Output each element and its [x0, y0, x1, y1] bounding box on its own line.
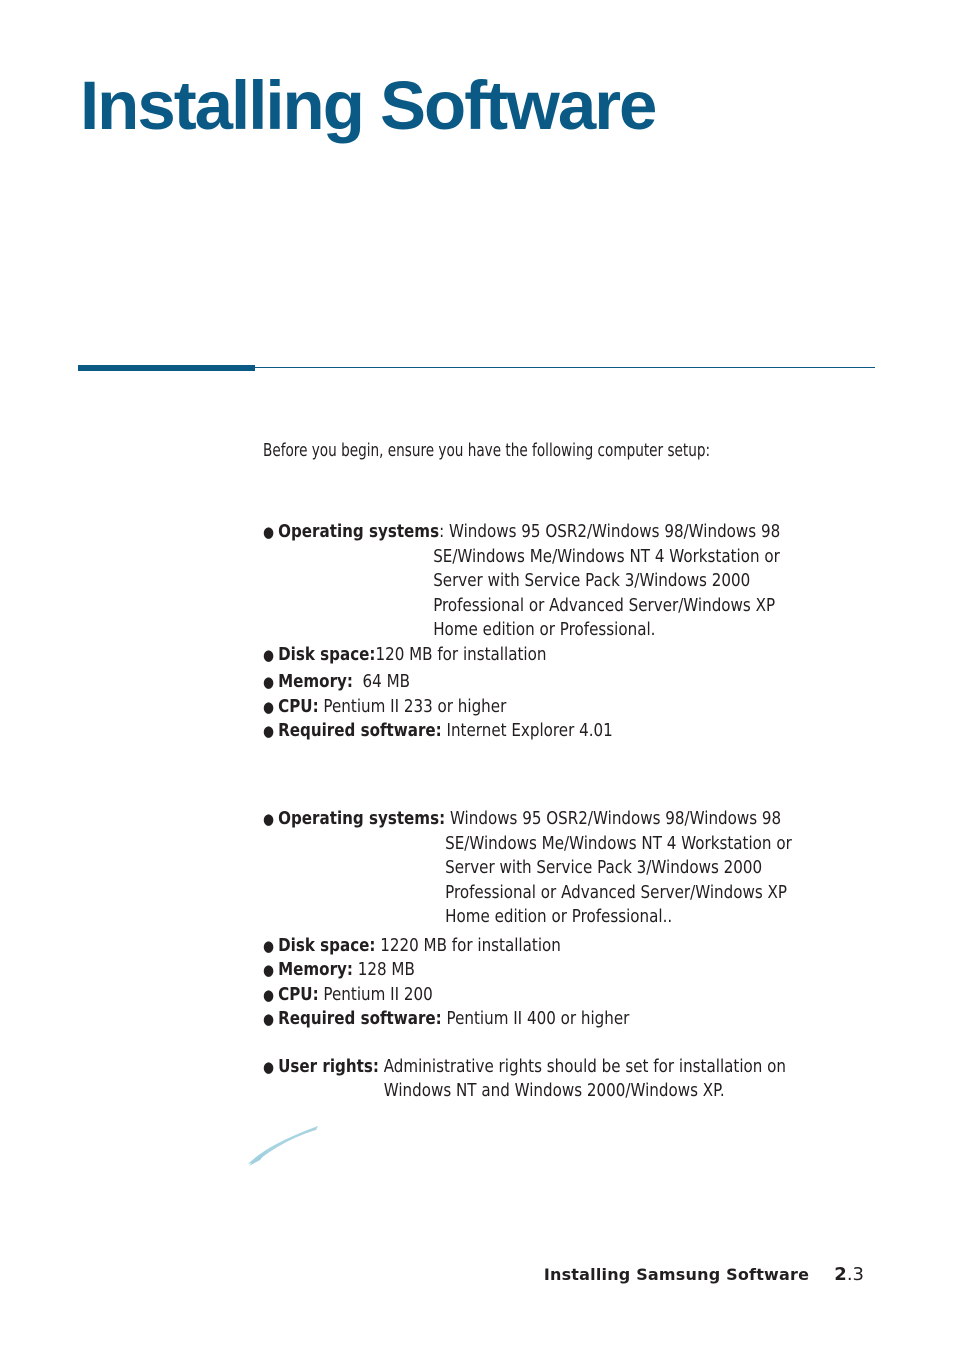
requirement-user-rights: [263, 1055, 792, 1104]
requirement-value: 64 MB: [352, 671, 411, 692]
requirement-value: 120 MB for installation: [375, 643, 547, 665]
requirement-os: [263, 807, 792, 930]
requirements-group-2: [263, 807, 792, 1104]
bullet-icon: ●: [263, 673, 274, 691]
requirement-label: Operating systems: [278, 521, 440, 542]
requirement-label: User rights:: [278, 1055, 379, 1077]
header-rule-accent: [78, 365, 255, 371]
requirement-value: 128 MB: [352, 959, 415, 980]
requirement-label: Disk space:: [278, 934, 376, 956]
bullet-icon: ●: [263, 961, 274, 979]
requirement-memory: [263, 670, 780, 695]
requirement-disk: [263, 643, 780, 668]
requirement-software: [263, 719, 780, 744]
requirement-value: Administrative rights should be set for installation on Windows NT and Windows 2000/Windows XP.: [383, 1055, 787, 1101]
bullet-icon: ●: [263, 1057, 274, 1076]
requirement-os: [263, 520, 780, 643]
bullet-icon: ●: [263, 810, 274, 828]
requirement-label: Memory:: [278, 671, 353, 692]
requirement-value: Pentium II 200: [318, 983, 433, 1005]
requirement-cpu: [263, 695, 780, 720]
requirement-label: Operating systems:: [278, 808, 446, 829]
requirement-value: 1220 MB for installation: [375, 934, 561, 956]
requirement-value: Pentium II 233 or higher: [318, 695, 507, 717]
requirement-memory: [263, 958, 792, 983]
requirement-label: Required software:: [278, 720, 442, 741]
requirement-value: Windows 95 OSR2/Windows 98/Windows 98 SE/Windows Me/Windows NT 4 Workstation or Server with Service Pack 3/Windows 2000 Professional or Advanced Server/Windows XP Home edition or Professional..: [445, 808, 792, 927]
requirement-label: CPU:: [278, 983, 319, 1005]
requirement-cpu: [263, 983, 792, 1008]
requirement-value: Pentium II 400 or higher: [441, 1008, 630, 1029]
page-number: 2.3: [834, 1264, 864, 1285]
page-title: Installing Software: [80, 67, 656, 144]
bullet-icon: ●: [263, 645, 274, 664]
requirement-label: Memory:: [278, 959, 353, 980]
bullet-icon: ●: [263, 697, 274, 716]
requirement-value: Internet Explorer 4.01: [441, 720, 613, 741]
requirements-group-1: [263, 520, 780, 744]
bullet-icon: ●: [263, 722, 274, 740]
footer-section-title: Installing Samsung Software: [543, 1265, 810, 1284]
pen-stroke-icon: [246, 1122, 322, 1168]
requirement-label: Required software:: [278, 1008, 442, 1029]
page-footer: [544, 1263, 864, 1287]
requirement-label: Disk space:: [278, 643, 376, 665]
requirement-disk: [263, 934, 792, 959]
requirement-software: [263, 1007, 792, 1032]
bullet-icon: ●: [263, 936, 274, 955]
requirement-value: : Windows 95 OSR2/Windows 98/Windows 98 SE/Windows Me/Windows NT 4 Workstation or Server with Service Pack 3/Windows 2000 Professional or Advanced Server/Windows XP Home edition or Professional.: [433, 521, 781, 640]
bullet-icon: ●: [263, 985, 274, 1004]
intro-text: Before you begin, ensure you have the following computer setup:: [263, 440, 711, 461]
bullet-icon: ●: [263, 1010, 274, 1028]
requirement-label: CPU:: [278, 695, 319, 717]
bullet-icon: ●: [263, 523, 274, 541]
